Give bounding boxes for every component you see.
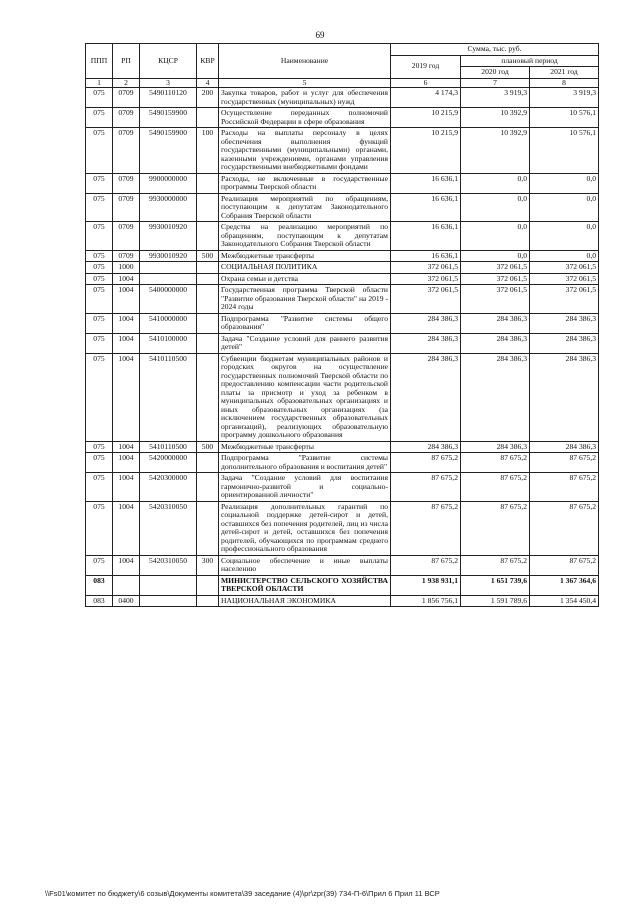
- name-cell: Расходы, не включенные в государственные программы Тверской области: [219, 173, 391, 193]
- kcsr-cell: 5490159900: [140, 128, 197, 174]
- kvr-cell: 100: [197, 128, 219, 174]
- ppp-cell: 083: [86, 595, 113, 607]
- value-2021-cell: 3 919,3: [530, 88, 599, 108]
- table-row: [86, 473, 599, 502]
- column-index: 5: [219, 78, 391, 88]
- kvr-cell: 500: [197, 441, 219, 453]
- name-cell: Государственная программа Тверской области "Развитие образования Тверской области" на 2019 - 2024 годы: [219, 285, 391, 314]
- value-2021-cell: 87 675,2: [530, 555, 599, 575]
- rp-cell: 0709: [113, 222, 140, 251]
- value-2021-cell: 372 061,5: [530, 273, 599, 285]
- value-2019-cell: 16 636,1: [391, 173, 461, 193]
- kcsr-cell: 5420300000: [140, 473, 197, 502]
- rp-cell: 0709: [113, 88, 140, 108]
- value-2021-cell: 10 576,1: [530, 108, 599, 128]
- name-cell: Закупка товаров, работ и услуг для обеспечения государственных (муниципальных) нужд: [219, 88, 391, 108]
- kcsr-cell: 9930010920: [140, 250, 197, 262]
- value-2021-cell: 0,0: [530, 193, 599, 222]
- budget-table: [85, 43, 599, 607]
- kvr-cell: 200: [197, 88, 219, 108]
- header-name: Наименование: [219, 44, 391, 79]
- rp-cell: 1004: [113, 555, 140, 575]
- name-cell: Межбюджетные трансферты: [219, 250, 391, 262]
- rp-cell: 1004: [113, 313, 140, 333]
- kvr-cell: [197, 575, 219, 595]
- kvr-cell: [197, 595, 219, 607]
- value-2021-cell: 0,0: [530, 173, 599, 193]
- header-kvr: КВР: [197, 44, 219, 79]
- rp-cell: 0709: [113, 108, 140, 128]
- value-2020-cell: 87 675,2: [461, 501, 530, 555]
- name-cell: Расходы на выплаты персоналу в целях обеспечения выполнения функций государственными (муниципальными) органами, казенными учреждениями, органами управления государственными внебюджетными фондами: [219, 128, 391, 174]
- name-cell: Осуществление переданных полномочий Российской Федерации в сфере образования: [219, 108, 391, 128]
- header-row-1: [86, 44, 599, 56]
- value-2020-cell: 1 591 789,6: [461, 595, 530, 607]
- header-2019: 2019 год: [391, 55, 461, 78]
- rp-cell: 1004: [113, 441, 140, 453]
- value-2021-cell: 0,0: [530, 250, 599, 262]
- column-index-row: [86, 78, 599, 88]
- kcsr-cell: 5410110500: [140, 441, 197, 453]
- ppp-cell: 075: [86, 193, 113, 222]
- name-cell: Подпрограмма "Развитие системы общего образования": [219, 313, 391, 333]
- table-row: [86, 273, 599, 285]
- kcsr-cell: 9930000000: [140, 193, 197, 222]
- value-2020-cell: 0,0: [461, 173, 530, 193]
- table-row: [86, 262, 599, 274]
- value-2019-cell: 4 174,3: [391, 88, 461, 108]
- ppp-cell: 075: [86, 128, 113, 174]
- table-row: [86, 575, 599, 595]
- name-cell: СОЦИАЛЬНАЯ ПОЛИТИКА: [219, 262, 391, 274]
- kcsr-cell: 5420310050: [140, 555, 197, 575]
- name-cell: Реализация дополнительных гарантий по социальной поддержке детей-сирот и детей, оставшихся без попечения родителей, лиц из числа детей-сирот и детей, оставшихся без попечения родителей, обучающихся по программам среднего профессионального образования: [219, 501, 391, 555]
- value-2020-cell: 3 919,3: [461, 88, 530, 108]
- ppp-cell: 075: [86, 501, 113, 555]
- kcsr-cell: 5420000000: [140, 453, 197, 473]
- value-2019-cell: 16 636,1: [391, 222, 461, 251]
- value-2020-cell: 0,0: [461, 193, 530, 222]
- kvr-cell: [197, 333, 219, 353]
- table-body: [86, 88, 599, 607]
- value-2021-cell: 10 576,1: [530, 128, 599, 174]
- ppp-cell: 075: [86, 250, 113, 262]
- header-2021: 2021 год: [530, 67, 599, 79]
- name-cell: Задача "Создание условий для воспитания гармонично-развитой и социально-ориентированной личности": [219, 473, 391, 502]
- value-2020-cell: 284 386,3: [461, 441, 530, 453]
- ppp-cell: 075: [86, 353, 113, 441]
- value-2019-cell: 284 386,3: [391, 353, 461, 441]
- ppp-cell: 075: [86, 262, 113, 274]
- value-2020-cell: 10 392,9: [461, 108, 530, 128]
- kvr-cell: [197, 285, 219, 314]
- kcsr-cell: 5410000000: [140, 313, 197, 333]
- value-2020-cell: 1 651 739,6: [461, 575, 530, 595]
- ppp-cell: 075: [86, 313, 113, 333]
- value-2020-cell: 0,0: [461, 250, 530, 262]
- table-row: [86, 453, 599, 473]
- kvr-cell: [197, 108, 219, 128]
- kvr-cell: [197, 453, 219, 473]
- kvr-cell: 500: [197, 250, 219, 262]
- kvr-cell: [197, 353, 219, 441]
- value-2019-cell: 372 061,5: [391, 285, 461, 314]
- table-row: [86, 555, 599, 575]
- value-2020-cell: 372 061,5: [461, 262, 530, 274]
- table-row: [86, 441, 599, 453]
- value-2021-cell: 87 675,2: [530, 473, 599, 502]
- value-2020-cell: 0,0: [461, 222, 530, 251]
- kvr-cell: [197, 313, 219, 333]
- value-2019-cell: 372 061,5: [391, 262, 461, 274]
- kvr-cell: [197, 473, 219, 502]
- rp-cell: 1004: [113, 453, 140, 473]
- ppp-cell: 075: [86, 555, 113, 575]
- header-sum: Сумма, тыс. руб.: [391, 44, 599, 56]
- column-index: 2: [113, 78, 140, 88]
- ppp-cell: 075: [86, 173, 113, 193]
- column-index: 7: [461, 78, 530, 88]
- kcsr-cell: [140, 262, 197, 274]
- header-kcsr: КЦСР: [140, 44, 197, 79]
- kcsr-cell: 5410110500: [140, 353, 197, 441]
- kcsr-cell: 9900000000: [140, 173, 197, 193]
- kcsr-cell: 5490110120: [140, 88, 197, 108]
- kcsr-cell: 5490159900: [140, 108, 197, 128]
- value-2021-cell: 1 354 450,4: [530, 595, 599, 607]
- column-index: 3: [140, 78, 197, 88]
- ppp-cell: 075: [86, 222, 113, 251]
- header-2020: 2020 год: [461, 67, 530, 79]
- value-2019-cell: 284 386,3: [391, 441, 461, 453]
- table-row: [86, 88, 599, 108]
- name-cell: Задача "Создание условий для раннего развития детей": [219, 333, 391, 353]
- ppp-cell: 075: [86, 473, 113, 502]
- kvr-cell: [197, 501, 219, 555]
- rp-cell: 1004: [113, 273, 140, 285]
- table-row: [86, 193, 599, 222]
- column-index: 1: [86, 78, 113, 88]
- name-cell: НАЦИОНАЛЬНАЯ ЭКОНОМИКА: [219, 595, 391, 607]
- rp-cell: 1004: [113, 501, 140, 555]
- ppp-cell: 075: [86, 441, 113, 453]
- value-2021-cell: 87 675,2: [530, 501, 599, 555]
- header-rp: РП: [113, 44, 140, 79]
- value-2021-cell: 1 367 364,6: [530, 575, 599, 595]
- ppp-cell: 075: [86, 273, 113, 285]
- value-2019-cell: 10 215,9: [391, 128, 461, 174]
- value-2020-cell: 87 675,2: [461, 453, 530, 473]
- value-2021-cell: 0,0: [530, 222, 599, 251]
- value-2021-cell: 284 386,3: [530, 353, 599, 441]
- rp-cell: 0709: [113, 173, 140, 193]
- value-2019-cell: 16 636,1: [391, 250, 461, 262]
- table-row: [86, 313, 599, 333]
- rp-cell: [113, 575, 140, 595]
- ppp-cell: 075: [86, 88, 113, 108]
- table-row: [86, 128, 599, 174]
- header-plan-period: плановый период: [461, 55, 599, 67]
- table-row: [86, 501, 599, 555]
- ppp-cell: 075: [86, 285, 113, 314]
- ppp-cell: 075: [86, 333, 113, 353]
- column-index: 6: [391, 78, 461, 88]
- value-2020-cell: 284 386,3: [461, 353, 530, 441]
- value-2020-cell: 87 675,2: [461, 473, 530, 502]
- value-2021-cell: 372 061,5: [530, 262, 599, 274]
- name-cell: Субвенции бюджетам муниципальных районов и городских округов на осуществление государственных полномочий Тверской области по предоставлению компенсации части родительской платы за присмотр и уход за ребенком в муниципальных образовательных организациях и иных образовательных организациях (за исключением государственных образовательных организаций), реализующих образовательную программу дошкольного образования: [219, 353, 391, 441]
- value-2019-cell: 284 386,3: [391, 333, 461, 353]
- value-2021-cell: 284 386,3: [530, 441, 599, 453]
- value-2020-cell: 372 061,5: [461, 273, 530, 285]
- kvr-cell: 300: [197, 555, 219, 575]
- name-cell: МИНИСТЕРСТВО СЕЛЬСКОГО ХОЗЯЙСТВА ТВЕРСКОЙ ОБЛАСТИ: [219, 575, 391, 595]
- rp-cell: 1004: [113, 473, 140, 502]
- value-2019-cell: 1 938 931,1: [391, 575, 461, 595]
- value-2020-cell: 87 675,2: [461, 555, 530, 575]
- page-number: 69: [315, 30, 325, 40]
- ppp-cell: 075: [86, 108, 113, 128]
- value-2019-cell: 16 636,1: [391, 193, 461, 222]
- value-2021-cell: 284 386,3: [530, 333, 599, 353]
- kcsr-cell: [140, 575, 197, 595]
- value-2019-cell: 87 675,2: [391, 453, 461, 473]
- name-cell: Социальное обеспечение и иные выплаты населению: [219, 555, 391, 575]
- value-2019-cell: 87 675,2: [391, 555, 461, 575]
- column-index: 8: [530, 78, 599, 88]
- table-row: [86, 173, 599, 193]
- value-2021-cell: 87 675,2: [530, 453, 599, 473]
- value-2019-cell: 1 856 756,1: [391, 595, 461, 607]
- name-cell: Охрана семьи и детства: [219, 273, 391, 285]
- value-2019-cell: 10 215,9: [391, 108, 461, 128]
- value-2019-cell: 87 675,2: [391, 501, 461, 555]
- rp-cell: 0709: [113, 250, 140, 262]
- table-row: [86, 250, 599, 262]
- file-path-footer: \\Fs01\комитет по бюджету\6 созыв\Документы комитета\39 заседание (4)\рг\zpr(39) 734-П-6\Прил 6 Прил 11 ВСР: [45, 889, 440, 898]
- name-cell: Реализация мероприятий по обращениям, поступающим к депутатам Законодательного Собрания Тверской области: [219, 193, 391, 222]
- rp-cell: 0709: [113, 193, 140, 222]
- kvr-cell: [197, 173, 219, 193]
- value-2020-cell: 372 061,5: [461, 285, 530, 314]
- kvr-cell: [197, 222, 219, 251]
- value-2020-cell: 284 386,3: [461, 313, 530, 333]
- kcsr-cell: [140, 273, 197, 285]
- table-row: [86, 333, 599, 353]
- value-2019-cell: 87 675,2: [391, 473, 461, 502]
- kvr-cell: [197, 273, 219, 285]
- table-row: [86, 108, 599, 128]
- name-cell: Средства на реализацию мероприятий по обращениям, поступающим к депутатам Законодательного Собрания Тверской области: [219, 222, 391, 251]
- rp-cell: 1004: [113, 353, 140, 441]
- table-row: [86, 595, 599, 607]
- rp-cell: 0709: [113, 128, 140, 174]
- kcsr-cell: [140, 595, 197, 607]
- table-row: [86, 222, 599, 251]
- kvr-cell: [197, 262, 219, 274]
- value-2021-cell: 372 061,5: [530, 285, 599, 314]
- value-2020-cell: 284 386,3: [461, 333, 530, 353]
- name-cell: Подпрограмма "Развитие системы дополнительного образования и воспитания детей": [219, 453, 391, 473]
- kcsr-cell: 5420310050: [140, 501, 197, 555]
- rp-cell: 1004: [113, 333, 140, 353]
- column-index: 4: [197, 78, 219, 88]
- ppp-cell: 083: [86, 575, 113, 595]
- value-2020-cell: 10 392,9: [461, 128, 530, 174]
- ppp-cell: 075: [86, 453, 113, 473]
- kcsr-cell: 5400000000: [140, 285, 197, 314]
- rp-cell: 1004: [113, 285, 140, 314]
- rp-cell: 1000: [113, 262, 140, 274]
- rp-cell: 0400: [113, 595, 140, 607]
- table-row: [86, 353, 599, 441]
- value-2021-cell: 284 386,3: [530, 313, 599, 333]
- header-ppp: ППП: [86, 44, 113, 79]
- value-2019-cell: 372 061,5: [391, 273, 461, 285]
- kcsr-cell: 9930010920: [140, 222, 197, 251]
- name-cell: Межбюджетные трансферты: [219, 441, 391, 453]
- table-row: [86, 285, 599, 314]
- value-2019-cell: 284 386,3: [391, 313, 461, 333]
- kcsr-cell: 5410100000: [140, 333, 197, 353]
- kvr-cell: [197, 193, 219, 222]
